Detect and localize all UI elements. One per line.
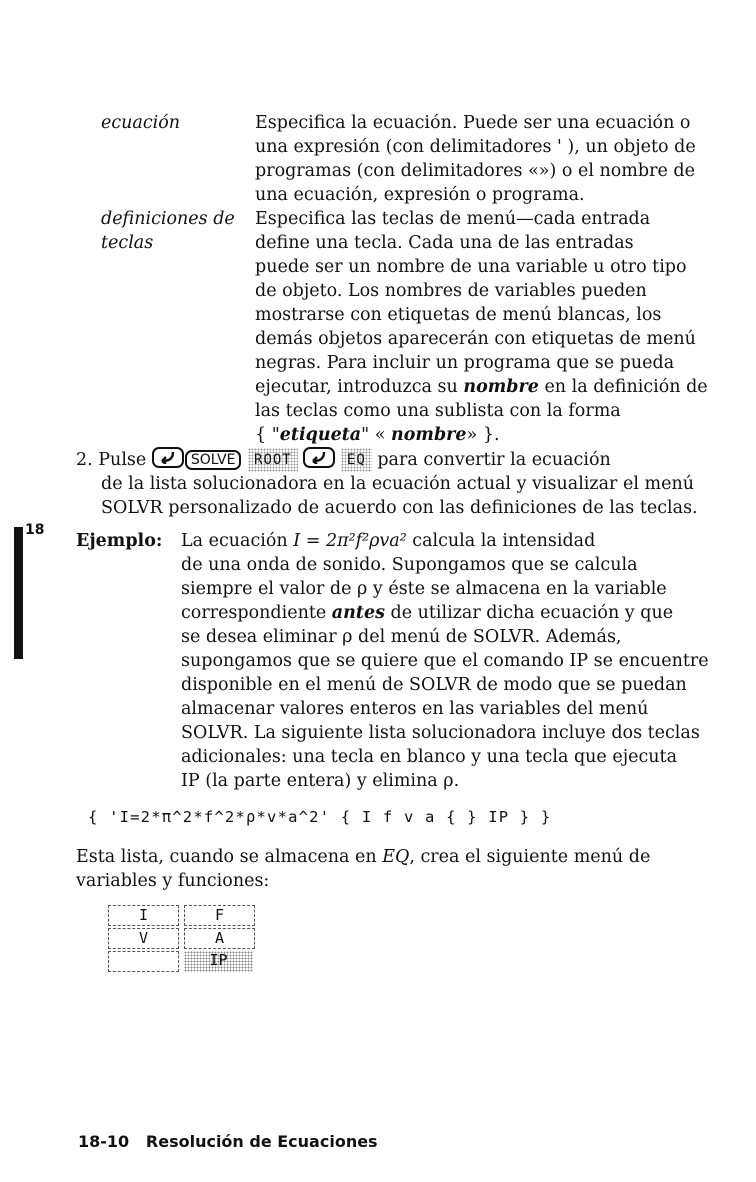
step-2	[76, 447, 698, 520]
example-line: IP (la parte entera) y elimina ρ.	[181, 771, 460, 791]
chapter-tab-bar	[14, 527, 23, 659]
eq-menu-key[interactable]: EQ	[341, 448, 372, 472]
emphasis-nombre: nombre	[391, 425, 467, 445]
example-label: Ejemplo:	[76, 531, 163, 551]
root-menu-key[interactable]: ROOT	[248, 448, 298, 472]
desc-line: las teclas como una sublista con la forma	[255, 401, 621, 421]
example-line: disponible en el menú de SOLVR de modo que se puedan	[181, 675, 687, 695]
desc-line: Especifica las teclas de menú—cada entrada	[255, 209, 651, 229]
desc-line	[255, 423, 708, 447]
step-number: 2.	[76, 450, 93, 470]
text-line: variables y funciones:	[76, 871, 270, 891]
desc-line: programas (con delimitadores «») o el nombre de	[255, 161, 695, 181]
term-line: teclas	[101, 233, 154, 253]
menu-key-v[interactable]: V	[108, 928, 179, 949]
text: » }.	[466, 425, 500, 445]
page-footer	[78, 1132, 378, 1151]
after-code-text	[76, 845, 650, 893]
emphasis-eq: EQ	[382, 847, 410, 867]
step-line: SOLVR personalizado de acuerdo con las definiciones de las teclas.	[101, 498, 698, 518]
desc-line: una ecuación, expresión o programa.	[255, 185, 585, 205]
step-line: de la lista solucionadora en la ecuación actual y visualizar el menú	[101, 474, 694, 494]
desc-line: una expresión (con delimitadores ' ), un objeto de	[255, 137, 696, 157]
step-line	[76, 447, 698, 472]
page-number: 18-10	[78, 1132, 130, 1151]
example-line: adicionales: una tecla en blanco y una tecla que ejecuta	[181, 747, 678, 767]
definition-term-teclas	[101, 207, 235, 255]
solver-list-code: { 'I=2*π^2*f^2*ρ*v*a^2' { I f v a { } IP } }	[88, 808, 552, 826]
text-line	[76, 845, 650, 869]
text: en la definición de	[538, 377, 708, 397]
text: para convertir la ecuación	[377, 450, 611, 470]
text: de utilizar dicha ecuación y que	[384, 603, 674, 623]
definition-desc-teclas	[255, 207, 708, 447]
text: correspondiente	[181, 603, 332, 623]
menu-key-f[interactable]: F	[184, 905, 255, 926]
example-line	[181, 529, 709, 553]
example-body	[181, 529, 709, 793]
menu-key-i[interactable]: I	[108, 905, 179, 926]
text: La ecuación	[181, 531, 294, 551]
definition-term-ecuacion: ecuación	[101, 113, 181, 133]
emphasis-nombre: nombre	[463, 377, 539, 397]
example-line: siempre el valor de ρ y éste se almacena en la variable	[181, 579, 667, 599]
emphasis-etiqueta: etiqueta	[279, 425, 362, 445]
menu-key-ip[interactable]: IP	[184, 951, 253, 972]
example-line: almacenar valores enteros en las variables del menú	[181, 699, 649, 719]
text: Esta lista, cuando se almacena en	[76, 847, 383, 867]
left-shift-arrow-icon[interactable]	[303, 447, 335, 468]
desc-line: negras. Para incluir un programa que se pueda	[255, 353, 675, 373]
text: calcula la intensidad	[406, 531, 596, 551]
example-line: SOLVR. La siguiente lista solucionadora incluye dos teclas	[181, 723, 700, 743]
desc-line: Especifica la ecuación. Puede ser una ecuación o	[255, 113, 691, 133]
left-shift-arrow-icon[interactable]	[152, 447, 184, 468]
menu-key-a[interactable]: A	[184, 928, 255, 949]
desc-line: mostrarse con etiquetas de menú blancas, los	[255, 305, 662, 325]
desc-line: define una tecla. Cada una de las entradas	[255, 233, 634, 253]
solvr-menu-grid	[108, 905, 258, 977]
text: Pulse	[98, 450, 147, 470]
example-line: de una onda de sonido. Supongamos que se calcula	[181, 555, 638, 575]
text: , crea el siguiente menú de	[409, 847, 651, 867]
desc-line: demás objetos aparecerán con etiquetas de menú	[255, 329, 696, 349]
definition-desc-ecuacion	[255, 111, 696, 207]
chapter-title: Resolución de Ecuaciones	[145, 1132, 378, 1151]
chapter-tab-number: 18	[25, 522, 45, 538]
desc-line	[255, 375, 708, 399]
example-line: se desea eliminar ρ del menú de SOLVR. Además,	[181, 627, 622, 647]
solve-key[interactable]: SOLVE	[185, 450, 242, 470]
desc-line: puede ser un nombre de una variable u otro tipo	[255, 257, 687, 277]
term-line: definiciones de	[101, 209, 235, 229]
menu-key-blank[interactable]	[108, 951, 179, 972]
emphasis-antes: antes	[331, 603, 385, 623]
text: { "	[255, 425, 280, 445]
equation: I = 2π²f²ρva²	[293, 531, 407, 551]
desc-line: de objeto. Los nombres de variables pueden	[255, 281, 647, 301]
text: " «	[361, 425, 392, 445]
example-line	[181, 601, 709, 625]
text: ejecutar, introduzca su	[255, 377, 464, 397]
example-line: supongamos que se quiere que el comando IP se encuentre	[181, 651, 709, 671]
